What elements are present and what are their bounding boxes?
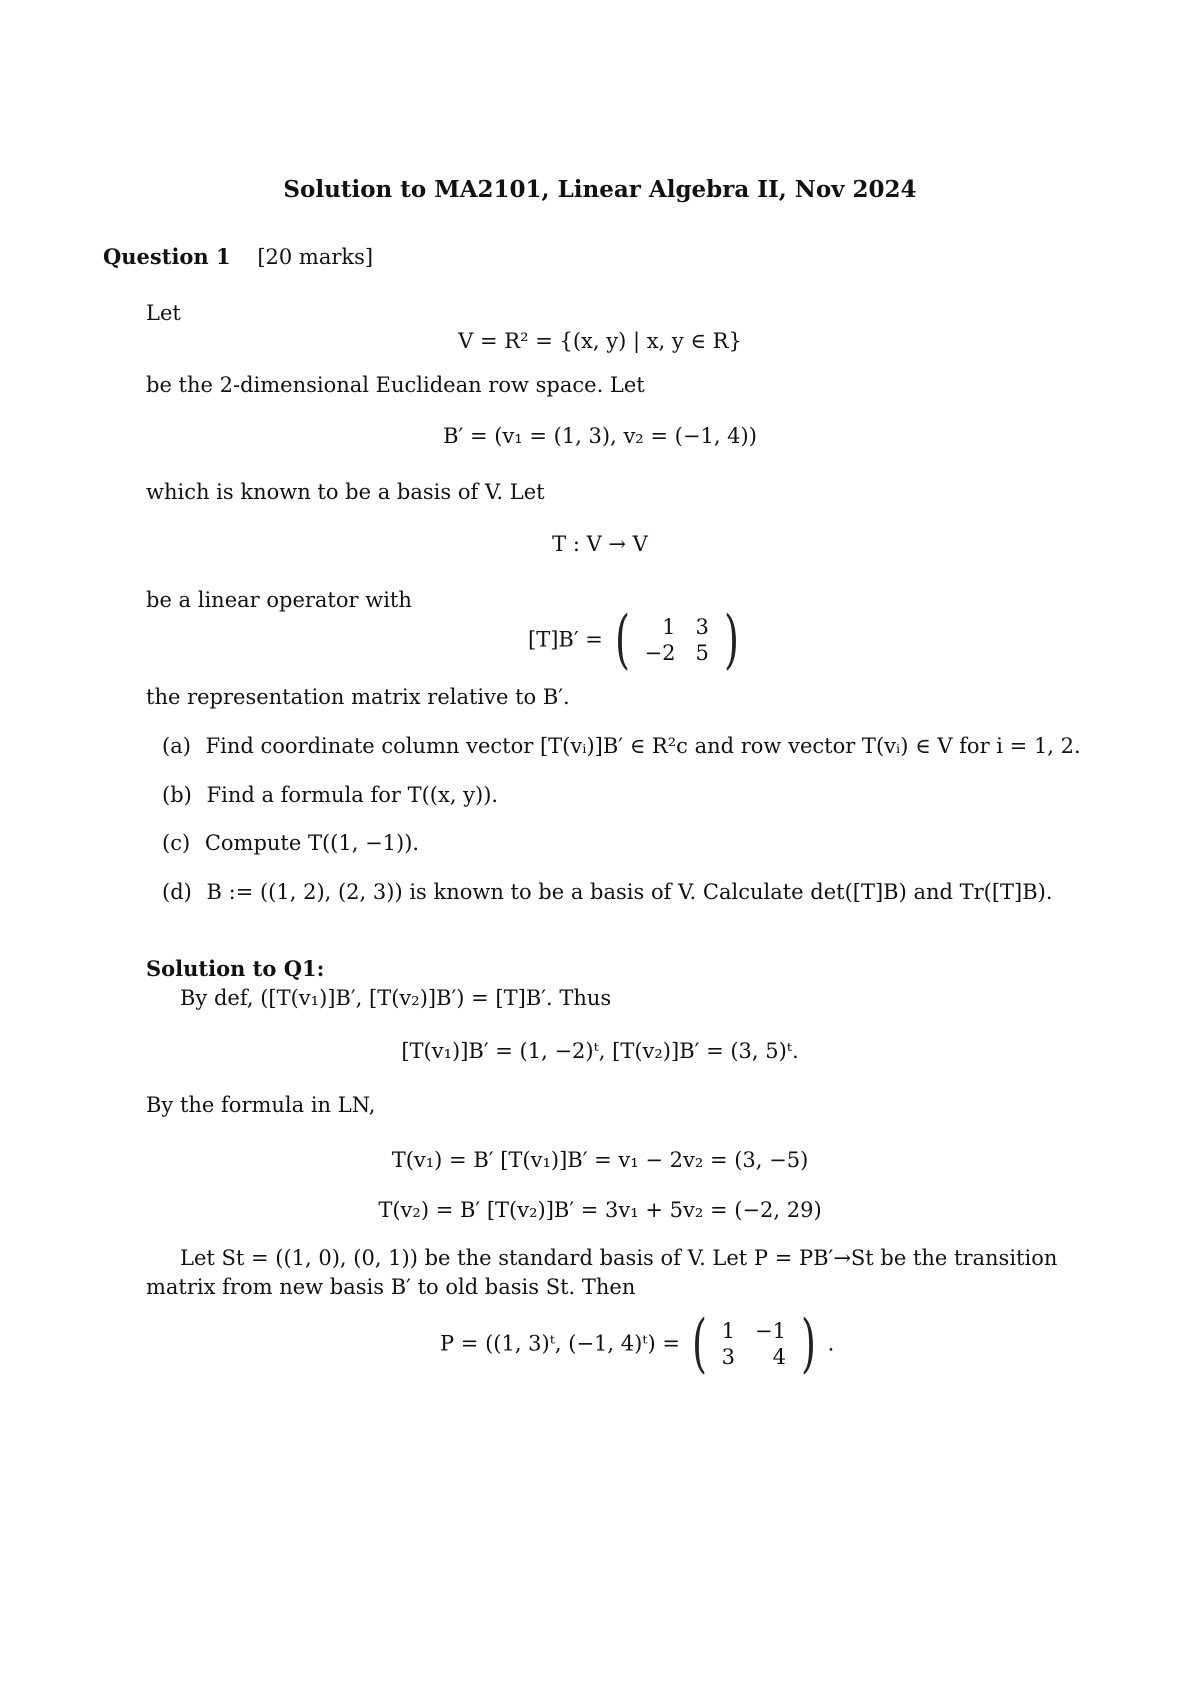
right-paren-icon: ) bbox=[800, 1307, 816, 1381]
question-label: Question 1 bbox=[103, 244, 231, 269]
part-text: Compute T((1, −1)). bbox=[204, 831, 420, 855]
part-c bbox=[162, 833, 419, 854]
left-paren-icon: ( bbox=[691, 1307, 707, 1381]
part-label: (b) bbox=[162, 783, 192, 807]
repr-text: the representation matrix relative to B′. bbox=[146, 685, 570, 709]
part-b bbox=[162, 785, 498, 806]
t-matrix-lhs: [T]B′ = bbox=[528, 627, 603, 652]
t-matrix bbox=[610, 603, 744, 677]
part-a bbox=[162, 736, 1081, 757]
left-paren-icon: ( bbox=[614, 603, 630, 677]
part-d bbox=[162, 882, 1053, 903]
part-label: (a) bbox=[162, 734, 191, 758]
matrix-cell: 1 bbox=[721, 1318, 735, 1343]
matrix-cell: 1 bbox=[662, 614, 676, 639]
by-formula-text: By the formula in LN, bbox=[146, 1093, 376, 1117]
t-v2-equation: T(v₂) = B′ [T(v₂)]B′ = 3v₁ + 5v₂ = (−2, 29) bbox=[378, 1198, 822, 1222]
matrix-cell: −1 bbox=[754, 1318, 786, 1343]
v-definition: V = R² = {(x, y) | x, y ∈ R} bbox=[458, 329, 742, 353]
matrix-cell: 3 bbox=[695, 614, 709, 639]
solution-heading: Solution to Q1: bbox=[146, 956, 325, 981]
basis-definition: B′ = (v₁ = (1, 3), v₂ = (−1, 4)) bbox=[443, 424, 757, 448]
let-text-1: Let bbox=[146, 301, 181, 325]
transition-text: matrix from new basis B′ to old basis St. Then bbox=[146, 1275, 636, 1299]
matrix-cell: 5 bbox=[695, 641, 709, 665]
part-label: (d) bbox=[162, 880, 192, 904]
basis-text: which is known to be a basis of V. Let bbox=[146, 480, 545, 504]
coords-equation: [T(v₁)]B′ = (1, −2)ᵗ, [T(v₂)]B′ = (3, 5)ᵗ. bbox=[401, 1039, 799, 1063]
document-title: Solution to MA2101, Linear Algebra II, Nov 2024 bbox=[283, 176, 917, 203]
operator-text: be a linear operator with bbox=[146, 588, 412, 612]
part-text: Find a formula for T((x, y)). bbox=[206, 783, 499, 807]
standard-basis-text: Let St = ((1, 0), (0, 1)) be the standard basis of V. Let P = PB′→St be the transition bbox=[180, 1246, 1058, 1270]
question-marks: [20 marks] bbox=[257, 245, 374, 269]
euclid-text: be the 2-dimensional Euclidean row space. Let bbox=[146, 373, 645, 397]
right-paren-icon: ) bbox=[723, 603, 739, 677]
p-matrix bbox=[687, 1307, 821, 1381]
matrix-cell: 3 bbox=[721, 1345, 735, 1369]
t-v1-equation: T(v₁) = B′ [T(v₁)]B′ = v₁ − 2v₂ = (3, −5) bbox=[391, 1148, 809, 1172]
matrix-cell: −2 bbox=[644, 641, 676, 665]
p-matrix-equation bbox=[440, 1307, 835, 1381]
part-text: Find coordinate column vector [T(vᵢ)]B′ ∈ R²c and row vector T(vᵢ) ∈ V for i = 1, 2. bbox=[205, 734, 1081, 758]
p-matrix-end: . bbox=[827, 1331, 835, 1356]
question-heading bbox=[103, 246, 373, 268]
t-matrix-equation bbox=[528, 603, 744, 677]
matrix-cell: 4 bbox=[772, 1345, 786, 1369]
part-label: (c) bbox=[162, 831, 191, 855]
part-text: B := ((1, 2), (2, 3)) is known to be a basis of V. Calculate det([T]B) and Tr([T]B). bbox=[206, 880, 1053, 904]
p-matrix-lhs: P = ((1, 3)ᵗ, (−1, 4)ᵗ) = bbox=[440, 1331, 680, 1356]
operator-definition: T : V → V bbox=[552, 532, 648, 556]
by-def-text: By def, ([T(v₁)]B′, [T(v₂)]B′) = [T]B′. Thus bbox=[180, 986, 612, 1010]
